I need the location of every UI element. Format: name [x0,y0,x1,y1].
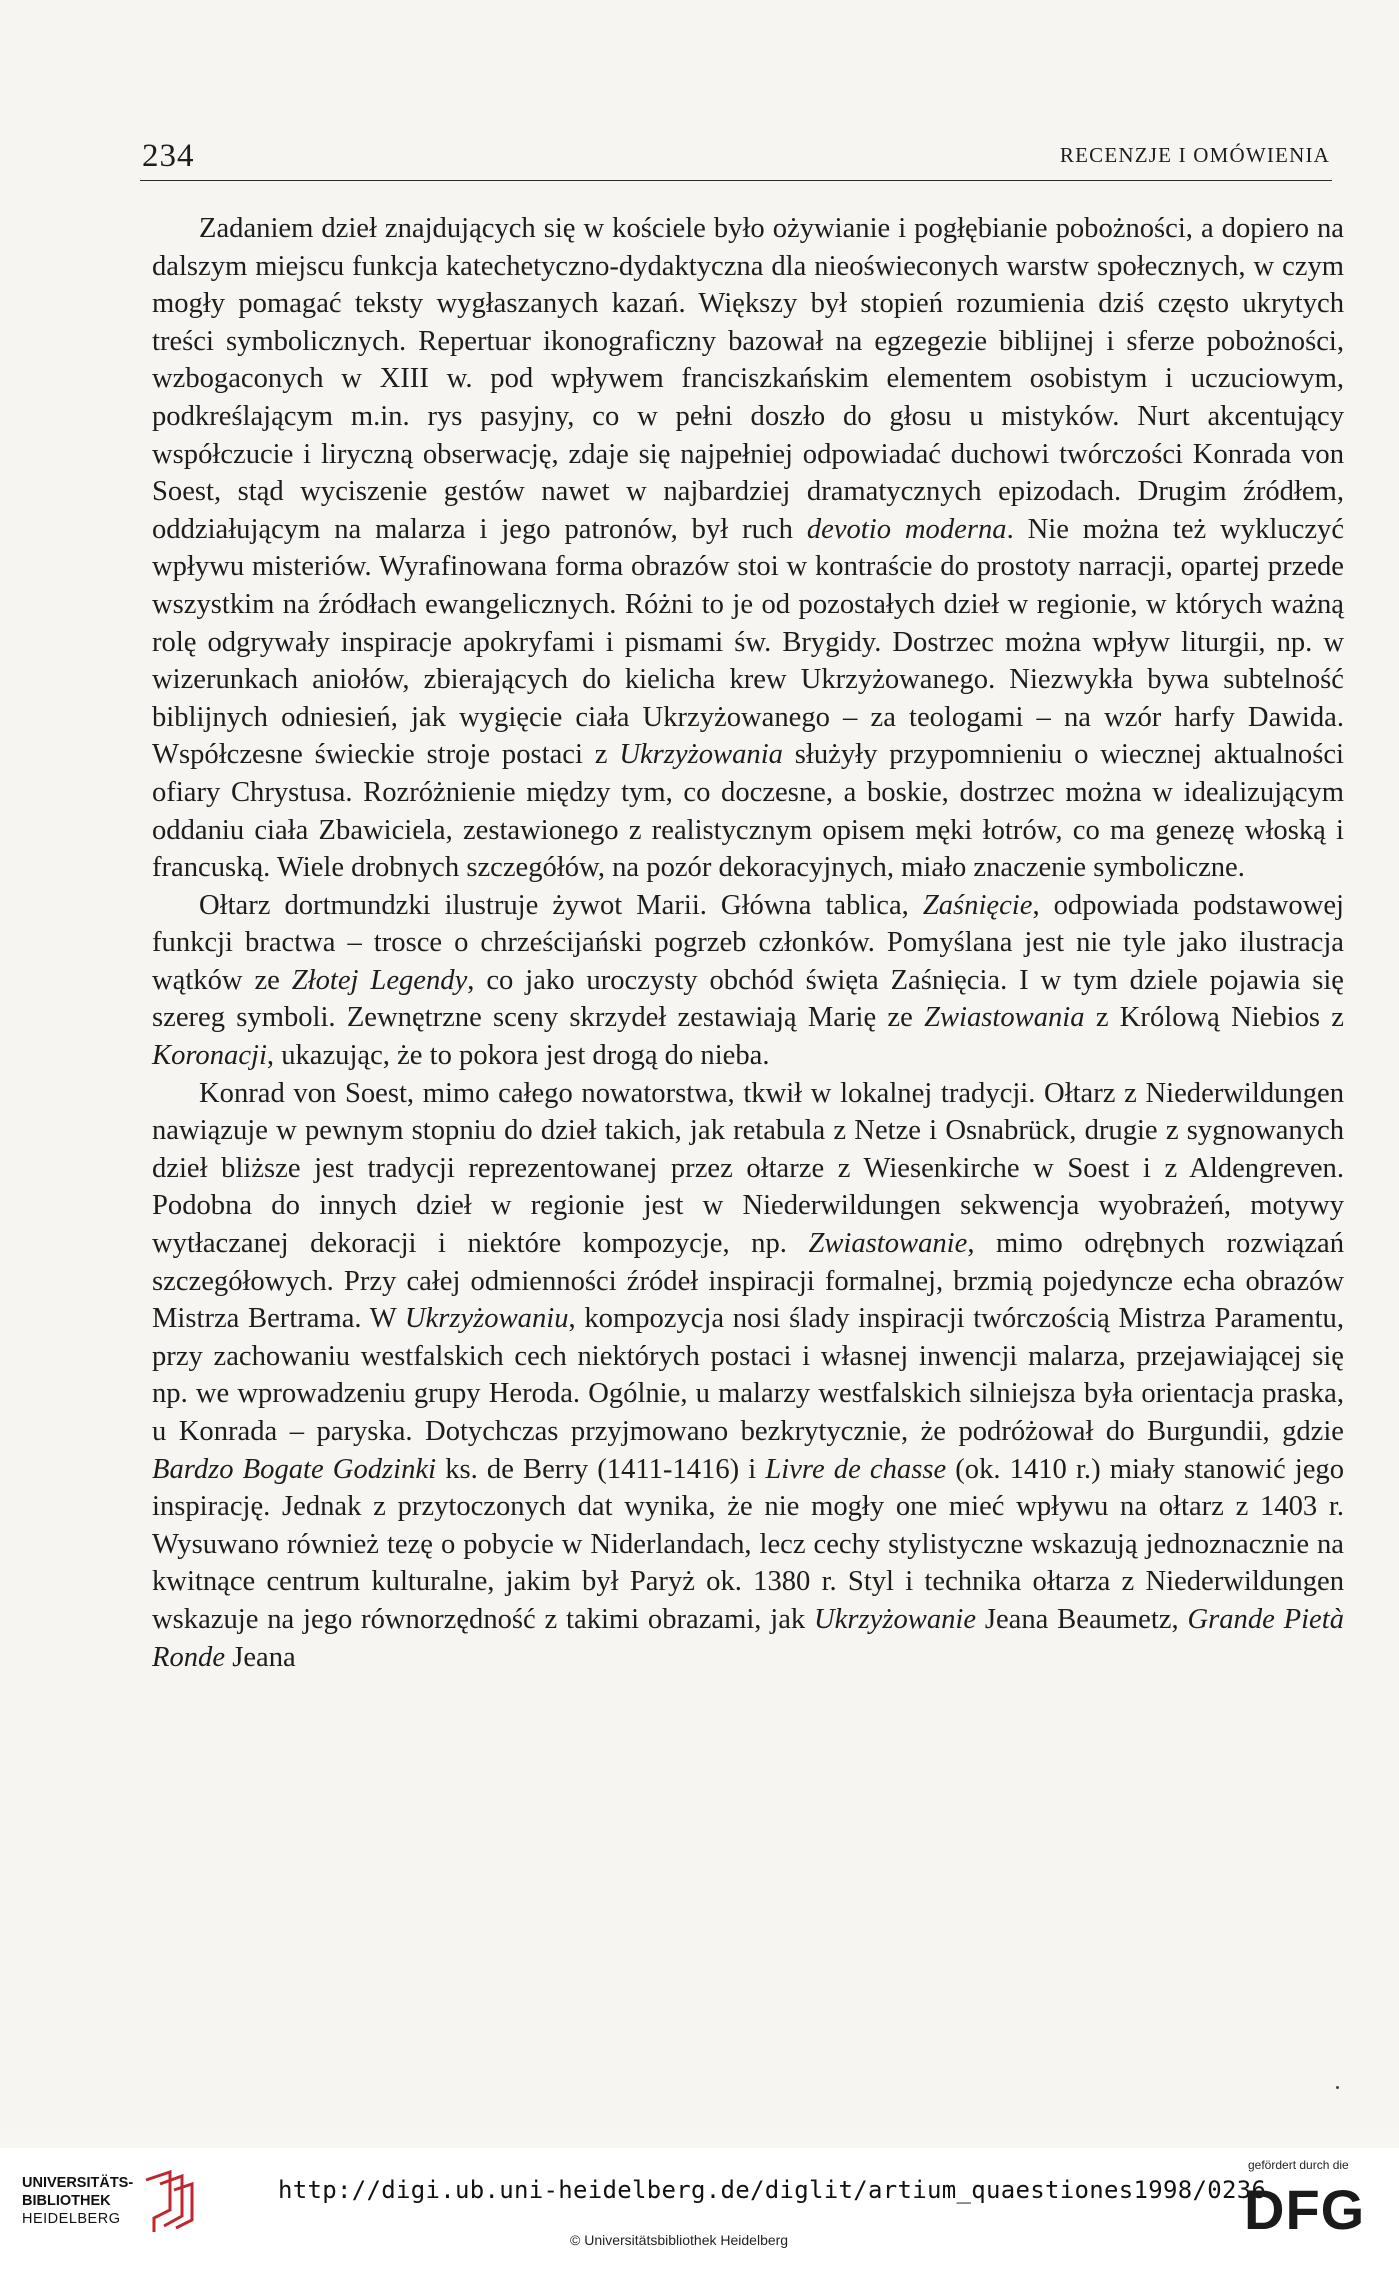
library-name-line-3: HEIDELBERG [22,2211,121,2227]
italic-title: Złotej Legendy [291,964,468,996]
text-run: z Królową Niebios z [1084,1002,1344,1034]
text-run: , co jako uroczysty obchód święta Zaśnięcia. I w tym dziele pojawia się szereg symboli. Zewnętrzne sceny skrzydeł zestawiają Marię ze [152,964,1344,1034]
permalink-url[interactable]: http://digi.ub.uni-heidelberg.de/diglit/artium_quaestiones1998/0236 [278,2176,1267,2204]
text-run: Jeana [225,1641,296,1673]
italic-title: Koronacji [152,1040,267,1072]
funding-note: gefördert durch die [1248,2158,1349,2172]
text-run: . Nie można też wykluczyć wpływu misteriów. Wyrafinowana forma obrazów stoi w kontraście do prostoty narracji, opartej przede wszystkim na źródłach ewangelicznych. Różni to je od pozostałych dzieł w regionie, w których ważną rolę odgrywały inspiracje apokryfami i pismami św. Brygidy. Dostrzec można wpływ liturgii, np. w wizerunkach aniołów, zbierających do kielicha krew Ukrzyżowanego. Niezwykła bywa subtelność biblijnych odniesień, jak wygięcie ciała Ukrzyżowanego – za teologami – na wzór harfy Dawida. Współczesne świeckie stroje postaci z [152,513,1345,771]
italic-title: Zaśnięcie [922,889,1033,921]
italic-title: Bardzo Bogate Godzinki [152,1453,437,1485]
text-run: , odpowiada podstawowej funkcji bractwa – trosce o chrześcijański pogrzeb członków. Pomyślana jest nie tyle jako ilustracja wątków ze [152,889,1344,996]
library-name [22,2174,133,2228]
text-run: , mimo odrębnych rozwiązań szczegółowych. Przy całej odmienności źródeł inspiracji formalnej, brzmią pojedyncze echa obrazów Mistrza Bertrama. W [152,1228,1344,1335]
copyright-notice: © Universitätsbibliothek Heidelberg [570,2232,789,2248]
italic-title: devotio moderna [806,513,1007,545]
library-emblem-icon [140,2170,198,2234]
university-library-logo[interactable] [22,2174,202,2244]
text-run: Jeana Beaumetz, [976,1603,1188,1635]
scan-speck [1336,2086,1339,2089]
italic-title: Livre de chasse [765,1453,947,1485]
italic-title: Ukrzyżowanie [814,1603,977,1635]
running-head: RECENZJE I OMÓWIENIA [1059,143,1330,167]
article-body [152,210,1344,1676]
text-run: służyły przypomnieniu o wiecznej aktualności ofiary Chrystusa. Rozróżnienie między tym, co doczesne, a boskie, dostrzec można w idealizującym oddaniu ciała Zbawiciela, zestawionego z realistycznym opisem męki łotrów, co ma genezę włoską i francuską. Wiele drobnych szczegółów, na pozór dekoracyjnych, miało znaczenie symboliczne. [152,739,1344,884]
paragraph [152,887,1344,1075]
italic-title: Grande Pietà Ronde [152,1603,1344,1673]
page-number: 234 [142,138,195,174]
italic-title: Ukrzyżowaniu [404,1303,569,1335]
library-name-line-1: UNIVERSITÄTS- [22,2175,134,2191]
paragraph [152,210,1344,887]
dfg-logo[interactable]: DFG [1244,2178,1366,2241]
text-run: , kompozycja nosi ślady inspiracji twórczością Mistrza Paramentu, przy zachowaniu westfalskich cech niektórych postaci i własnej inwencji malarza, przejawiającej się np. we wprowadzeniu grupy Heroda. Ogólnie, u malarzy westfalskich silniejsza była orientacja praska, u Konrada – paryska. Dotychczas przyjmowano bezkrytycznie, że podróżował do Burgundii, gdzie [152,1303,1344,1447]
italic-title: Zwiastowanie [808,1228,968,1260]
paragraph [152,1075,1344,1677]
text-run: Zadaniem dzieł znajdujących się w kościele było ożywianie i pogłębianie pobożności, a dopiero na dalszym miejscu funkcja katechetyczno-dydaktyczna dla nieoświeconych warstw społecznych, w czym mogły pomagać teksty wygłaszanych kazań. Większy był stopień rozumienia dziś często ukrytych treści symbolicznych. Repertuar ikonograficzny bazował na egzegezie biblijnej i sferze pobożności, wzbogaconych w XIII w. pod wpływem franciszkańskim elementem osobistym i uczuciowym, podkreślającym m.in. rys pasyjny, co w pełni doszło do głosu u mistyków. Nurt akcentujący współczucie i liryczną obserwację, zdaje się najpełniej odpowiadać duchowi twórczości Konrada von Soest, stąd wyciszenie gestów nawet w najbardziej dramatycznych epizodach. Drugim źródłem, oddziałującym na malarza i jego patronów, był ruch [152,213,1344,545]
text-run: Konrad von Soest, mimo całego nowatorstwa, tkwił w lokalnej tradycji. Ołtarz z Niederwildungen nawiązuje w pewnym stopniu do dzieł takich, jak retabula z Netze i Osnabrück, drugie z sygnowanych dzieł bliższe jest tradycji reprezentowanej przez ołtarze z Wiesenkirche w Soest i z Aldengreven. Podobna do innych dzieł w regionie jest w Niederwildungen sekwencja wyobrażeń, motywy wytłaczanej dekoracji i niektóre kompozycje, np. [152,1077,1344,1260]
text-run: ks. de Berry (1411-1416) i [436,1453,766,1485]
text-run: (ok. 1410 r.) miały stanowić jego inspirację. Jednak z przytoczonych dat wynika, że nie mogły one mieć wpływu na ołtarz z 1403 r. Wysuwano również tezę o pobycie w Niderlandach, lecz cechy stylistyczne wskazują jednoznacznie na kwitnące centrum kulturalne, jakim był Paryż ok. 1380 r. Styl i technika ołtarza z Niederwildungen wskazuje na jego równorzędność z takimi obrazami, jak [152,1453,1344,1635]
italic-title: Ukrzyżowania [619,739,783,771]
text-run: Ołtarz dortmundzki ilustruje żywot Marii. Główna tablica, [199,889,923,921]
library-name-line-2: BIBLIOTHEK [22,2193,111,2209]
digitization-footer [0,2148,1399,2270]
text-run: , ukazując, że to pokora jest drogą do nieba. [266,1040,770,1072]
page-header [140,134,1332,181]
italic-title: Zwiastowania [924,1002,1085,1034]
